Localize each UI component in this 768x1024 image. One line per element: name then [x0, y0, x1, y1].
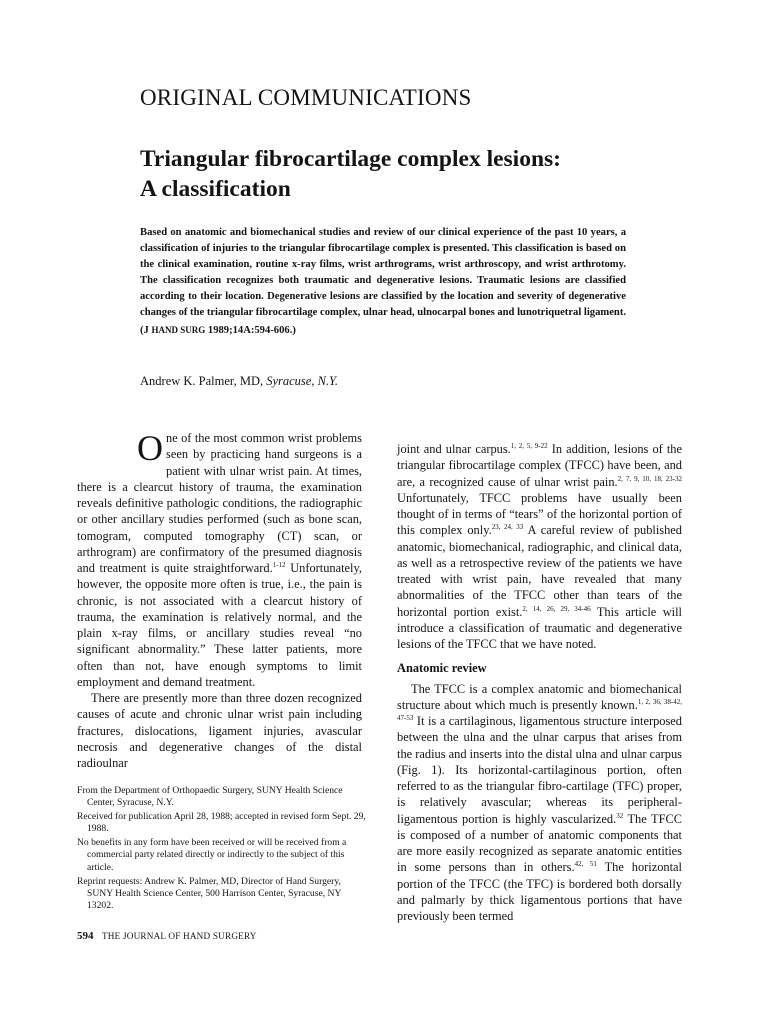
right-p2-text-d: The horizontal portion of the TFCC (the TFC) is bordered both dorsally and palmarly by thick ligamentous portions that have previously been termed	[397, 860, 682, 923]
author-place: Syracuse, N.Y.	[266, 374, 338, 388]
footnote-reprint: Reprint requests: Andrew K. Palmer, MD, Director of Hand Surgery, SUNY Health Science Center, 500 Harrison Center, Syracuse, NY 13202.	[77, 875, 342, 911]
footnote-affiliation: From the Department of Orthopaedic Surgery, SUNY Health Science Center, Syracuse, N.Y.	[77, 785, 343, 809]
footnote-benefits: No benefits in any form have been received or will be received from a commercial party related directly or indirectly to the subject of this article.	[77, 837, 347, 873]
right-p2-text-c: The TFCC is composed of a number of anatomic components that are more easily recognized as separate anatomic entities in some persons than in others.	[397, 811, 682, 875]
page-footer	[77, 930, 377, 942]
author-line	[140, 372, 700, 390]
right-p1-text-d: A careful review of published anatomic, biomechanical, radiographic, and clinical data, as well as a retrospective review of the patients we have treated with wrist pain, have revealed that many abnormalities of the TFCC other than tears of the horizontal portion exist.	[397, 523, 682, 619]
left-p1-text-b: Unfortunately, however, the opposite more often is true, i.e., the pain is chronic, is not associated with a clearcut history of trauma, the examination is relatively normal, and the plain x-ray films, or ancillary studies reveal “no significant abnormality.” These latter patients, more often than not, have enough symptoms to limit employment and demand treatment.	[77, 561, 362, 689]
right-p2-text-a: The TFCC is a complex anatomic and biomechanical structure about which much is presently known.	[397, 681, 682, 712]
page-number: 594	[77, 930, 94, 942]
subhead-anatomic-review: Anatomic review	[397, 661, 487, 676]
reference-superscript: 2, 14, 26, 29, 34-46	[522, 604, 591, 613]
abstract-journal-abbrev: HAND SURG	[151, 324, 206, 335]
title-line-2: A classification	[140, 176, 291, 202]
right-paragraph-1	[397, 441, 682, 652]
abstract-text: Based on anatomic and biomechanical studies and review of our clinical experience of the past 10 years, a classification of injuries to the triangular fibrocartilage complex is presented. This classification is based on the clinical examination, routine x-ray films, wrist arthrograms, wrist arthroscopy, and wrist arthrotomy. The classification recognizes both traumatic and degenerative lesions. Traumatic lesions are classified according to their location. Degenerative lesions are classified by the location and severity of degenerative changes of the triangular fibrocartilage complex, ulnar head, ulnocarpal bones and lunotriquetral ligament. (J	[140, 227, 626, 336]
reference-superscript: 2, 7, 9, 10, 18, 23-32	[617, 474, 682, 483]
author-name: Andrew K. Palmer, MD,	[140, 374, 264, 388]
left-paragraph-2: There are presently more than three dozen recognized causes of acute and chronic ulnar wrist pain including fractures, dislocations, ligament injuries, avascular necrosis and degenerative changes of the distal radioulnar	[77, 691, 362, 770]
right-p1-text-b: In addition, lesions of the triangular fibrocartilage complex (TFCC) have been, and are, a recognized cause of ulnar wrist pain.	[397, 442, 682, 489]
footnote-received: Received for publication April 28, 1988; accepted in revised form Sept. 29, 1988.	[77, 811, 366, 835]
abstract	[140, 225, 626, 339]
title-line-1: Triangular fibrocartilage complex lesions:	[140, 146, 562, 172]
reference-superscript: 32	[616, 811, 624, 820]
reference-superscript: 42, 51	[574, 860, 597, 869]
reference-superscript: 1, 2, 5, 9-22	[510, 442, 548, 450]
abstract-citation: 1989;14A:594-606.)	[205, 324, 296, 336]
right-p1-text-e: This article will introduce a classification of traumatic and degenerative lesions of the TFCC that we have noted.	[397, 604, 682, 651]
left-p1-text-a: ne of the most common wrist problems seen by practicing hand surgeons is a patient with ulnar wrist pain. At times, there is a clearcut history of trauma, the examination reveals definitive pathologic conditions, the radiographic or other ancillary studies performed (such as bone scan, tomogram, computed tomography (CT) scan, or arthrogram) are confirmatory of the presumed diagnosis and treatment is quite straightforward.	[77, 431, 362, 575]
right-paragraph-2	[397, 681, 682, 925]
left-paragraph-1	[77, 430, 362, 690]
right-p2-text-b: It is a cartilaginous, ligamentous structure interposed between the ulna and the ulnar carpus that arises from the radius and inserts into the distal ulna and ulnar carpus (Fig. 1). Its horizontal-cartilaginous portion, often referred to as the triangular fibro-cartilage (TFC) proper, is relatively avascular; whereas its peripheral-ligamentous portion is highly vascularized.	[397, 714, 682, 826]
left-column	[77, 430, 362, 771]
drop-cap: O	[137, 428, 163, 468]
section-heading: ORIGINAL COMMUNICATIONS	[140, 85, 472, 110]
journal-name: THE JOURNAL OF HAND SURGERY	[102, 931, 257, 941]
right-p1-text-a: joint and ulnar carpus.	[397, 442, 511, 456]
reference-superscript: 23, 24, 33	[491, 523, 524, 532]
footnotes	[77, 785, 367, 914]
reference-superscript: 1-12	[272, 561, 286, 569]
article-title	[140, 144, 700, 204]
right-column	[397, 441, 682, 924]
reference-superscript: 1, 2, 36, 38-42, 47-53	[397, 697, 682, 722]
right-p1-text-c: Unfortunately, TFCC problems have usually been thought of in terms of “tears” of the horizontal portion of this complex only.	[397, 490, 682, 538]
